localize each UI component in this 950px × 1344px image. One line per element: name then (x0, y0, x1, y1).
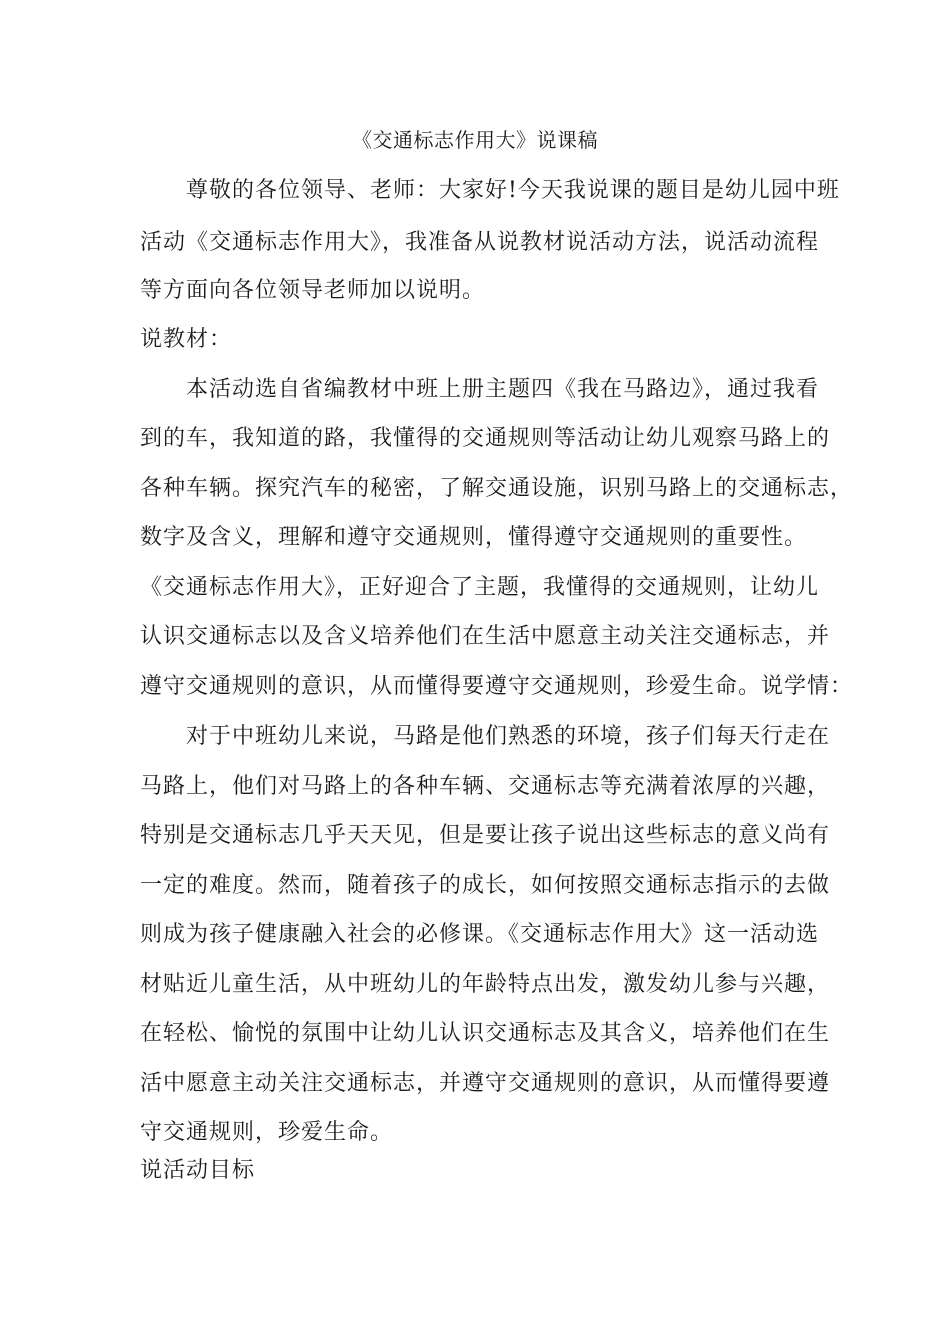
section-heading: 说教材： (140, 327, 233, 352)
text-line: 对于中班幼儿来说，马路是他们熟悉的环境，孩子们每天行走在 (186, 724, 831, 749)
text-line: 特别是交通标志几乎天天见，但是要让孩子说出这些标志的意义尚有 (140, 823, 831, 848)
text-line: 则成为孩子健康融入社会的必修课。《交通标志作用大》这一活动选 (140, 922, 820, 947)
text-line: 到的车，我知道的路，我懂得的交通规则等活动让幼儿观察马路上的 (140, 426, 831, 451)
text-line: 一定的难度。然而，随着孩子的成长，如何按照交通标志指示的去做 (140, 873, 831, 898)
text-line: 材贴近儿童生活，从中班幼儿的年龄特点出发，激发幼儿参与兴趣， (140, 972, 831, 997)
text-line: 《交通标志作用大》，正好迎合了主题，我懂得的交通规则，让幼儿 (140, 575, 820, 600)
text-line: 活动《交通标志作用大》，我准备从说教材说活动方法，说活动流程 (140, 230, 820, 255)
document-title: 《交通标志作用大》说课稿 (352, 128, 598, 152)
text-line: 活中愿意主动关注交通标志，并遵守交通规则的意识，从而懂得要遵 (140, 1071, 831, 1096)
text-line: 守交通规则，珍爱生命。 (140, 1120, 394, 1145)
text-line: 认识交通标志以及含义培养他们在生活中愿意主动关注交通标志，并 (140, 624, 831, 649)
text-line: 等方面向各位领导老师加以说明。 (140, 278, 486, 303)
text-line: 在轻松、愉悦的氛围中让幼儿认识交通标志及其含义，培养他们在生 (140, 1021, 831, 1046)
text-line: 本活动选自省编教材中班上册主题四《我在马路边》，通过我看 (186, 377, 820, 402)
text-line: 遵守交通规则的意识，从而懂得要遵守交通规则，珍爱生命。说学情： (140, 674, 854, 699)
text-line: 数字及含义，理解和遵守交通规则，懂得遵守交通规则的重要性。 (140, 525, 808, 550)
text-line: 尊敬的各位领导、老师：大家好!今天我说课的题目是幼儿园中班 (186, 178, 840, 203)
section-heading: 说活动目标 (140, 1158, 256, 1183)
text-line: 马路上，他们对马路上的各种车辆、交通标志等充满着浓厚的兴趣， (140, 774, 831, 799)
text-line: 各种车辆。探究汽车的秘密，了解交通设施，识别马路上的交通标志， (140, 476, 854, 501)
